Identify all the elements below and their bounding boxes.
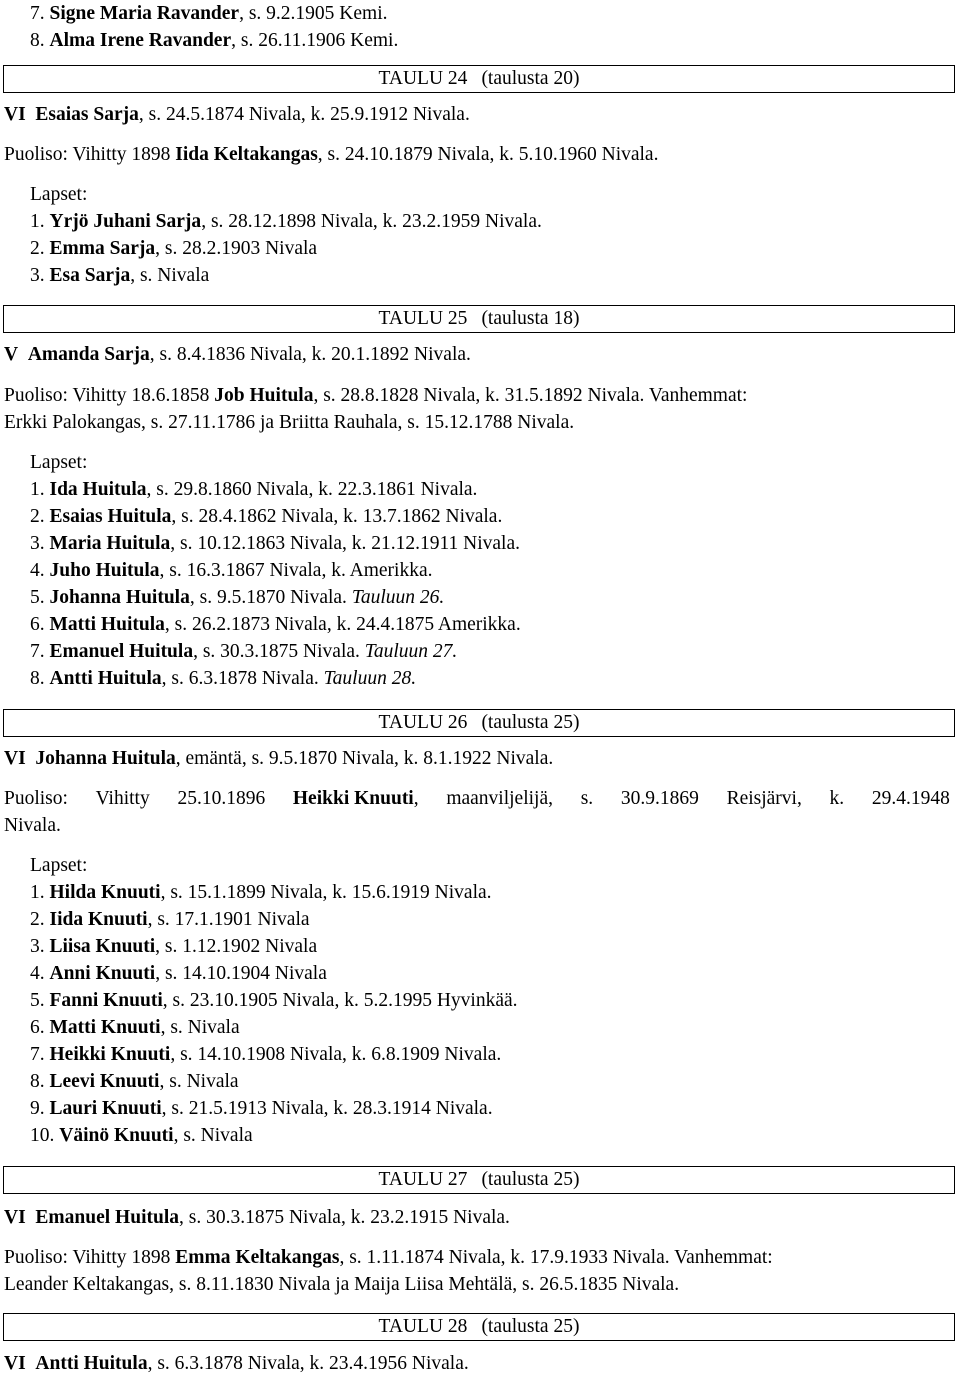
table-header-25: TAULU 25 (taulusta 18): [3, 305, 955, 333]
person-name: Amanda Sarja: [27, 344, 150, 365]
child-entry: 10. Väinö Knuuti, s. Nivala: [30, 1125, 253, 1146]
child-entry: 1. Ida Huitula, s. 29.8.1860 Nivala, k. 22.3.1861 Nivala.: [30, 479, 478, 500]
spouse-entry: Puoliso: Vihitty 1898 Emma Keltakangas, s. 1.11.1874 Nivala, k. 17.9.1933 Nivala. Vanhemmat:: [4, 1247, 773, 1268]
child-entry: 3. Liisa Knuuti, s. 1.12.1902 Nivala: [30, 936, 318, 957]
spouse-entry: Puoliso: Vihitty 25.10.1896 Heikki Knuuti, maanviljelijä, s. 30.9.1869 Reisjärvi, k. 29.4.1948: [4, 788, 950, 809]
child-entry: 8. Alma Irene Ravander, s. 26.11.1906 Kemi.: [30, 30, 399, 51]
person-entry: VI Emanuel Huitula, s. 30.3.1875 Nivala, k. 23.2.1915 Nivala.: [4, 1207, 510, 1228]
person-entry: VI Antti Huitula, s. 6.3.1878 Nivala, k. 23.4.1956 Nivala.: [4, 1353, 469, 1374]
child-entry: 3. Esa Sarja, s. Nivala: [30, 265, 210, 286]
table-header-24: TAULU 24 (taulusta 20): [3, 65, 955, 93]
spouse-parents: Erkki Palokangas, s. 27.11.1786 ja Briitta Rauhala, s. 15.12.1788 Nivala.: [4, 412, 575, 433]
spouse-name: Emma Keltakangas: [175, 1247, 340, 1268]
child-name: Johanna Huitula: [49, 587, 190, 608]
children-label: Lapset:: [30, 855, 88, 876]
person-name: Johanna Huitula: [35, 748, 176, 769]
child-entry: 6. Matti Knuuti, s. Nivala: [30, 1017, 240, 1038]
child-entry: 2. Esaias Huitula, s. 28.4.1862 Nivala, k. 13.7.1862 Nivala.: [30, 506, 503, 527]
table-reference: Tauluun 28.: [323, 668, 417, 689]
child-entry: 8. Leevi Knuuti, s. Nivala: [30, 1071, 239, 1092]
child-name: Emanuel Huitula: [49, 641, 194, 662]
child-name: Antti Huitula: [49, 668, 162, 689]
child-entry: 7. Signe Maria Ravander, s. 9.2.1905 Kemi.: [30, 3, 388, 24]
table-reference: Tauluun 27.: [364, 641, 458, 662]
child-name: Liisa Knuuti: [49, 936, 156, 957]
child-name: Signe Maria Ravander: [49, 3, 240, 24]
child-entry: 5. Johanna Huitula, s. 9.5.1870 Nivala. Tauluun 26.: [30, 587, 445, 608]
table-reference: Tauluun 26.: [351, 587, 445, 608]
child-name: Esaias Huitula: [49, 506, 172, 527]
children-label: Lapset:: [30, 452, 88, 473]
child-name: Juho Huitula: [49, 560, 160, 581]
child-entry: 7. Heikki Knuuti, s. 14.10.1908 Nivala, k. 6.8.1909 Nivala.: [30, 1044, 502, 1065]
child-name: Heikki Knuuti: [49, 1044, 171, 1065]
spouse-parents: Leander Keltakangas, s. 8.11.1830 Nivala ja Maija Liisa Mehtälä, s. 26.5.1835 Nivala.: [4, 1274, 680, 1295]
table-header-28: TAULU 28 (taulusta 25): [3, 1313, 955, 1341]
person-name: Emanuel Huitula: [35, 1207, 179, 1228]
child-entry: 3. Maria Huitula, s. 10.12.1863 Nivala, k. 21.12.1911 Nivala.: [30, 533, 520, 554]
child-entry: 2. Emma Sarja, s. 28.2.1903 Nivala: [30, 238, 318, 259]
spouse-continued: Nivala.: [4, 815, 61, 836]
spouse-name: Heikki Knuuti: [292, 788, 414, 809]
child-name: Emma Sarja: [49, 238, 156, 259]
child-name: Fanni Knuuti: [49, 990, 163, 1011]
table-header-26: TAULU 26 (taulusta 25): [3, 709, 955, 737]
child-entry: 2. Iida Knuuti, s. 17.1.1901 Nivala: [30, 909, 310, 930]
child-entry: 7. Emanuel Huitula, s. 30.3.1875 Nivala. Tauluun 27.: [30, 641, 458, 662]
child-name: Ida Huitula: [49, 479, 147, 500]
child-entry: 4. Anni Knuuti, s. 14.10.1904 Nivala: [30, 963, 327, 984]
person-name: Esaias Sarja: [35, 104, 139, 125]
spouse-entry: Puoliso: Vihitty 1898 Iida Keltakangas, s. 24.10.1879 Nivala, k. 5.10.1960 Nivala.: [4, 144, 659, 165]
child-entry: 1. Hilda Knuuti, s. 15.1.1899 Nivala, k. 15.6.1919 Nivala.: [30, 882, 492, 903]
child-name: Matti Huitula: [49, 614, 165, 635]
child-entry: 4. Juho Huitula, s. 16.3.1867 Nivala, k. Amerikka.: [30, 560, 433, 581]
child-name: Hilda Knuuti: [49, 882, 161, 903]
child-name: Leevi Knuuti: [49, 1071, 160, 1092]
child-name: Yrjö Juhani Sarja: [49, 211, 202, 232]
child-entry: 5. Fanni Knuuti, s. 23.10.1905 Nivala, k. 5.2.1995 Hyvinkää.: [30, 990, 518, 1011]
child-name: Lauri Knuuti: [49, 1098, 162, 1119]
spouse-entry: Puoliso: Vihitty 18.6.1858 Job Huitula, s. 28.8.1828 Nivala, k. 31.5.1892 Nivala. Vanhemmat:: [4, 385, 748, 406]
child-name: Väinö Knuuti: [59, 1125, 174, 1146]
child-entry: 6. Matti Huitula, s. 26.2.1873 Nivala, k. 24.4.1875 Amerikka.: [30, 614, 521, 635]
table-header-27: TAULU 27 (taulusta 25): [3, 1166, 955, 1194]
person-entry: VI Esaias Sarja, s. 24.5.1874 Nivala, k. 25.9.1912 Nivala.: [4, 104, 470, 125]
child-entry: 9. Lauri Knuuti, s. 21.5.1913 Nivala, k. 28.3.1914 Nivala.: [30, 1098, 493, 1119]
person-name: Antti Huitula: [35, 1353, 148, 1374]
children-label: Lapset:: [30, 184, 88, 205]
child-entry: 1. Yrjö Juhani Sarja, s. 28.12.1898 Nivala, k. 23.2.1959 Nivala.: [30, 211, 542, 232]
spouse-name: Iida Keltakangas: [175, 144, 318, 165]
child-name: Maria Huitula: [49, 533, 171, 554]
child-name: Iida Knuuti: [49, 909, 148, 930]
spouse-name: Job Huitula: [214, 385, 314, 406]
person-entry: VI Johanna Huitula, emäntä, s. 9.5.1870 Nivala, k. 8.1.1922 Nivala.: [4, 748, 554, 769]
child-entry: 8. Antti Huitula, s. 6.3.1878 Nivala. Tauluun 28.: [30, 668, 417, 689]
child-name: Alma Irene Ravander: [49, 30, 232, 51]
child-name: Matti Knuuti: [49, 1017, 161, 1038]
child-name: Anni Knuuti: [49, 963, 156, 984]
child-name: Esa Sarja: [49, 265, 131, 286]
person-entry: V Amanda Sarja, s. 8.4.1836 Nivala, k. 20.1.1892 Nivala.: [4, 344, 471, 365]
